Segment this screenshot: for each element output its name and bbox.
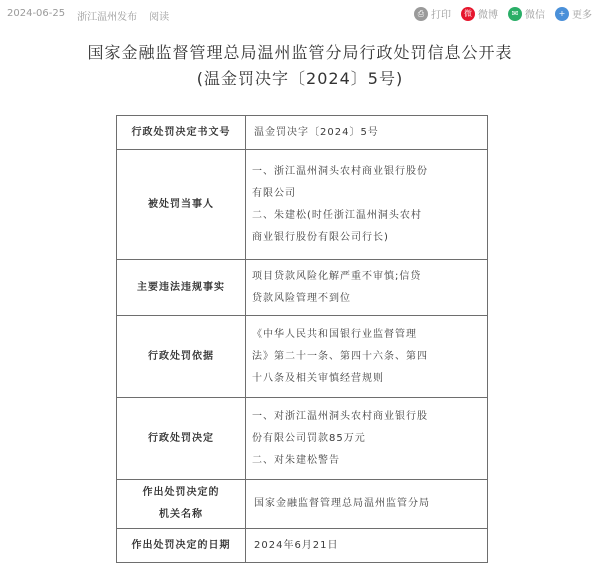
value-line: 份有限公司罚款85万元 xyxy=(252,432,366,444)
document-number: (温金罚决字〔2024〕5号) xyxy=(196,69,404,88)
table-row xyxy=(117,316,488,398)
share-print-button[interactable] xyxy=(414,6,451,21)
row-value xyxy=(246,480,488,529)
share-wechat-button[interactable] xyxy=(508,6,545,21)
article-meta xyxy=(7,8,169,23)
table-row xyxy=(117,480,488,529)
row-label: 行政处罚决定 xyxy=(117,398,246,480)
penalty-info-table xyxy=(116,115,488,563)
value-line: 十八条及相关审慎经营规则 xyxy=(252,372,384,384)
printer-icon: ⎙ xyxy=(414,7,428,21)
more-icon: + xyxy=(555,7,569,21)
table-row xyxy=(117,529,488,563)
table-row xyxy=(117,116,488,150)
wechat-icon: ✉ xyxy=(508,7,522,21)
table-row xyxy=(117,150,488,260)
row-label: 主要违法违规事实 xyxy=(117,260,246,316)
share-more-label: 更多 xyxy=(572,10,592,21)
row-label: 作出处罚决定的日期 xyxy=(117,529,246,563)
top-meta-bar xyxy=(0,0,600,30)
share-weibo-button[interactable] xyxy=(461,6,498,21)
row-label: 行政处罚依据 xyxy=(117,316,246,398)
row-value xyxy=(246,529,488,563)
publish-date: 2024-06-25 xyxy=(7,8,66,19)
row-value xyxy=(246,260,488,316)
row-label xyxy=(117,480,246,529)
source-name[interactable]: 浙江温州发布 xyxy=(77,12,138,23)
share-more-button[interactable] xyxy=(555,6,592,21)
value-line: 二、对朱建松警告 xyxy=(252,454,340,466)
value-line: 有限公司 xyxy=(252,187,296,199)
value-line: 国家金融监督管理总局温州监管分局 xyxy=(254,498,430,509)
value-line: 贷款风险管理不到位 xyxy=(252,292,351,304)
share-weibo-label: 微博 xyxy=(478,10,498,21)
views-label: 阅读 xyxy=(149,12,170,23)
row-value xyxy=(246,398,488,480)
row-value xyxy=(246,116,488,150)
value-line: 商业银行股份有限公司行长) xyxy=(252,231,389,243)
value-line: 一、浙江温州洞头农村商业银行股份 xyxy=(252,165,428,177)
value-line: 《中华人民共和国银行业监督管理 xyxy=(252,328,417,340)
value-line: 法》第二十一条、第四十六条、第四 xyxy=(252,350,428,362)
value-line: 项目贷款风险化解严重不审慎;信贷 xyxy=(252,270,422,282)
share-print-label: 打印 xyxy=(431,10,451,21)
row-label: 被处罚当事人 xyxy=(117,150,246,260)
table-row xyxy=(117,260,488,316)
table-row xyxy=(117,398,488,480)
value-line: 温金罚决字〔2024〕5号 xyxy=(254,126,379,138)
weibo-icon: 微 xyxy=(461,7,475,21)
document-title: 国家金融监督管理总局温州监管分局行政处罚信息公开表 xyxy=(87,43,513,62)
label-line: 作出处罚决定的 xyxy=(142,487,220,498)
row-value xyxy=(246,316,488,398)
value-line: 一、对浙江温州洞头农村商业银行股 xyxy=(252,410,428,422)
share-bar xyxy=(414,6,592,21)
row-label: 行政处罚决定书文号 xyxy=(117,116,246,150)
share-wechat-label: 微信 xyxy=(525,10,545,21)
value-line: 2024年6月21日 xyxy=(254,539,339,551)
label-line: 机关名称 xyxy=(159,509,203,520)
value-line: 二、朱建松(时任浙江温州洞头农村 xyxy=(252,209,422,221)
row-value xyxy=(246,150,488,260)
